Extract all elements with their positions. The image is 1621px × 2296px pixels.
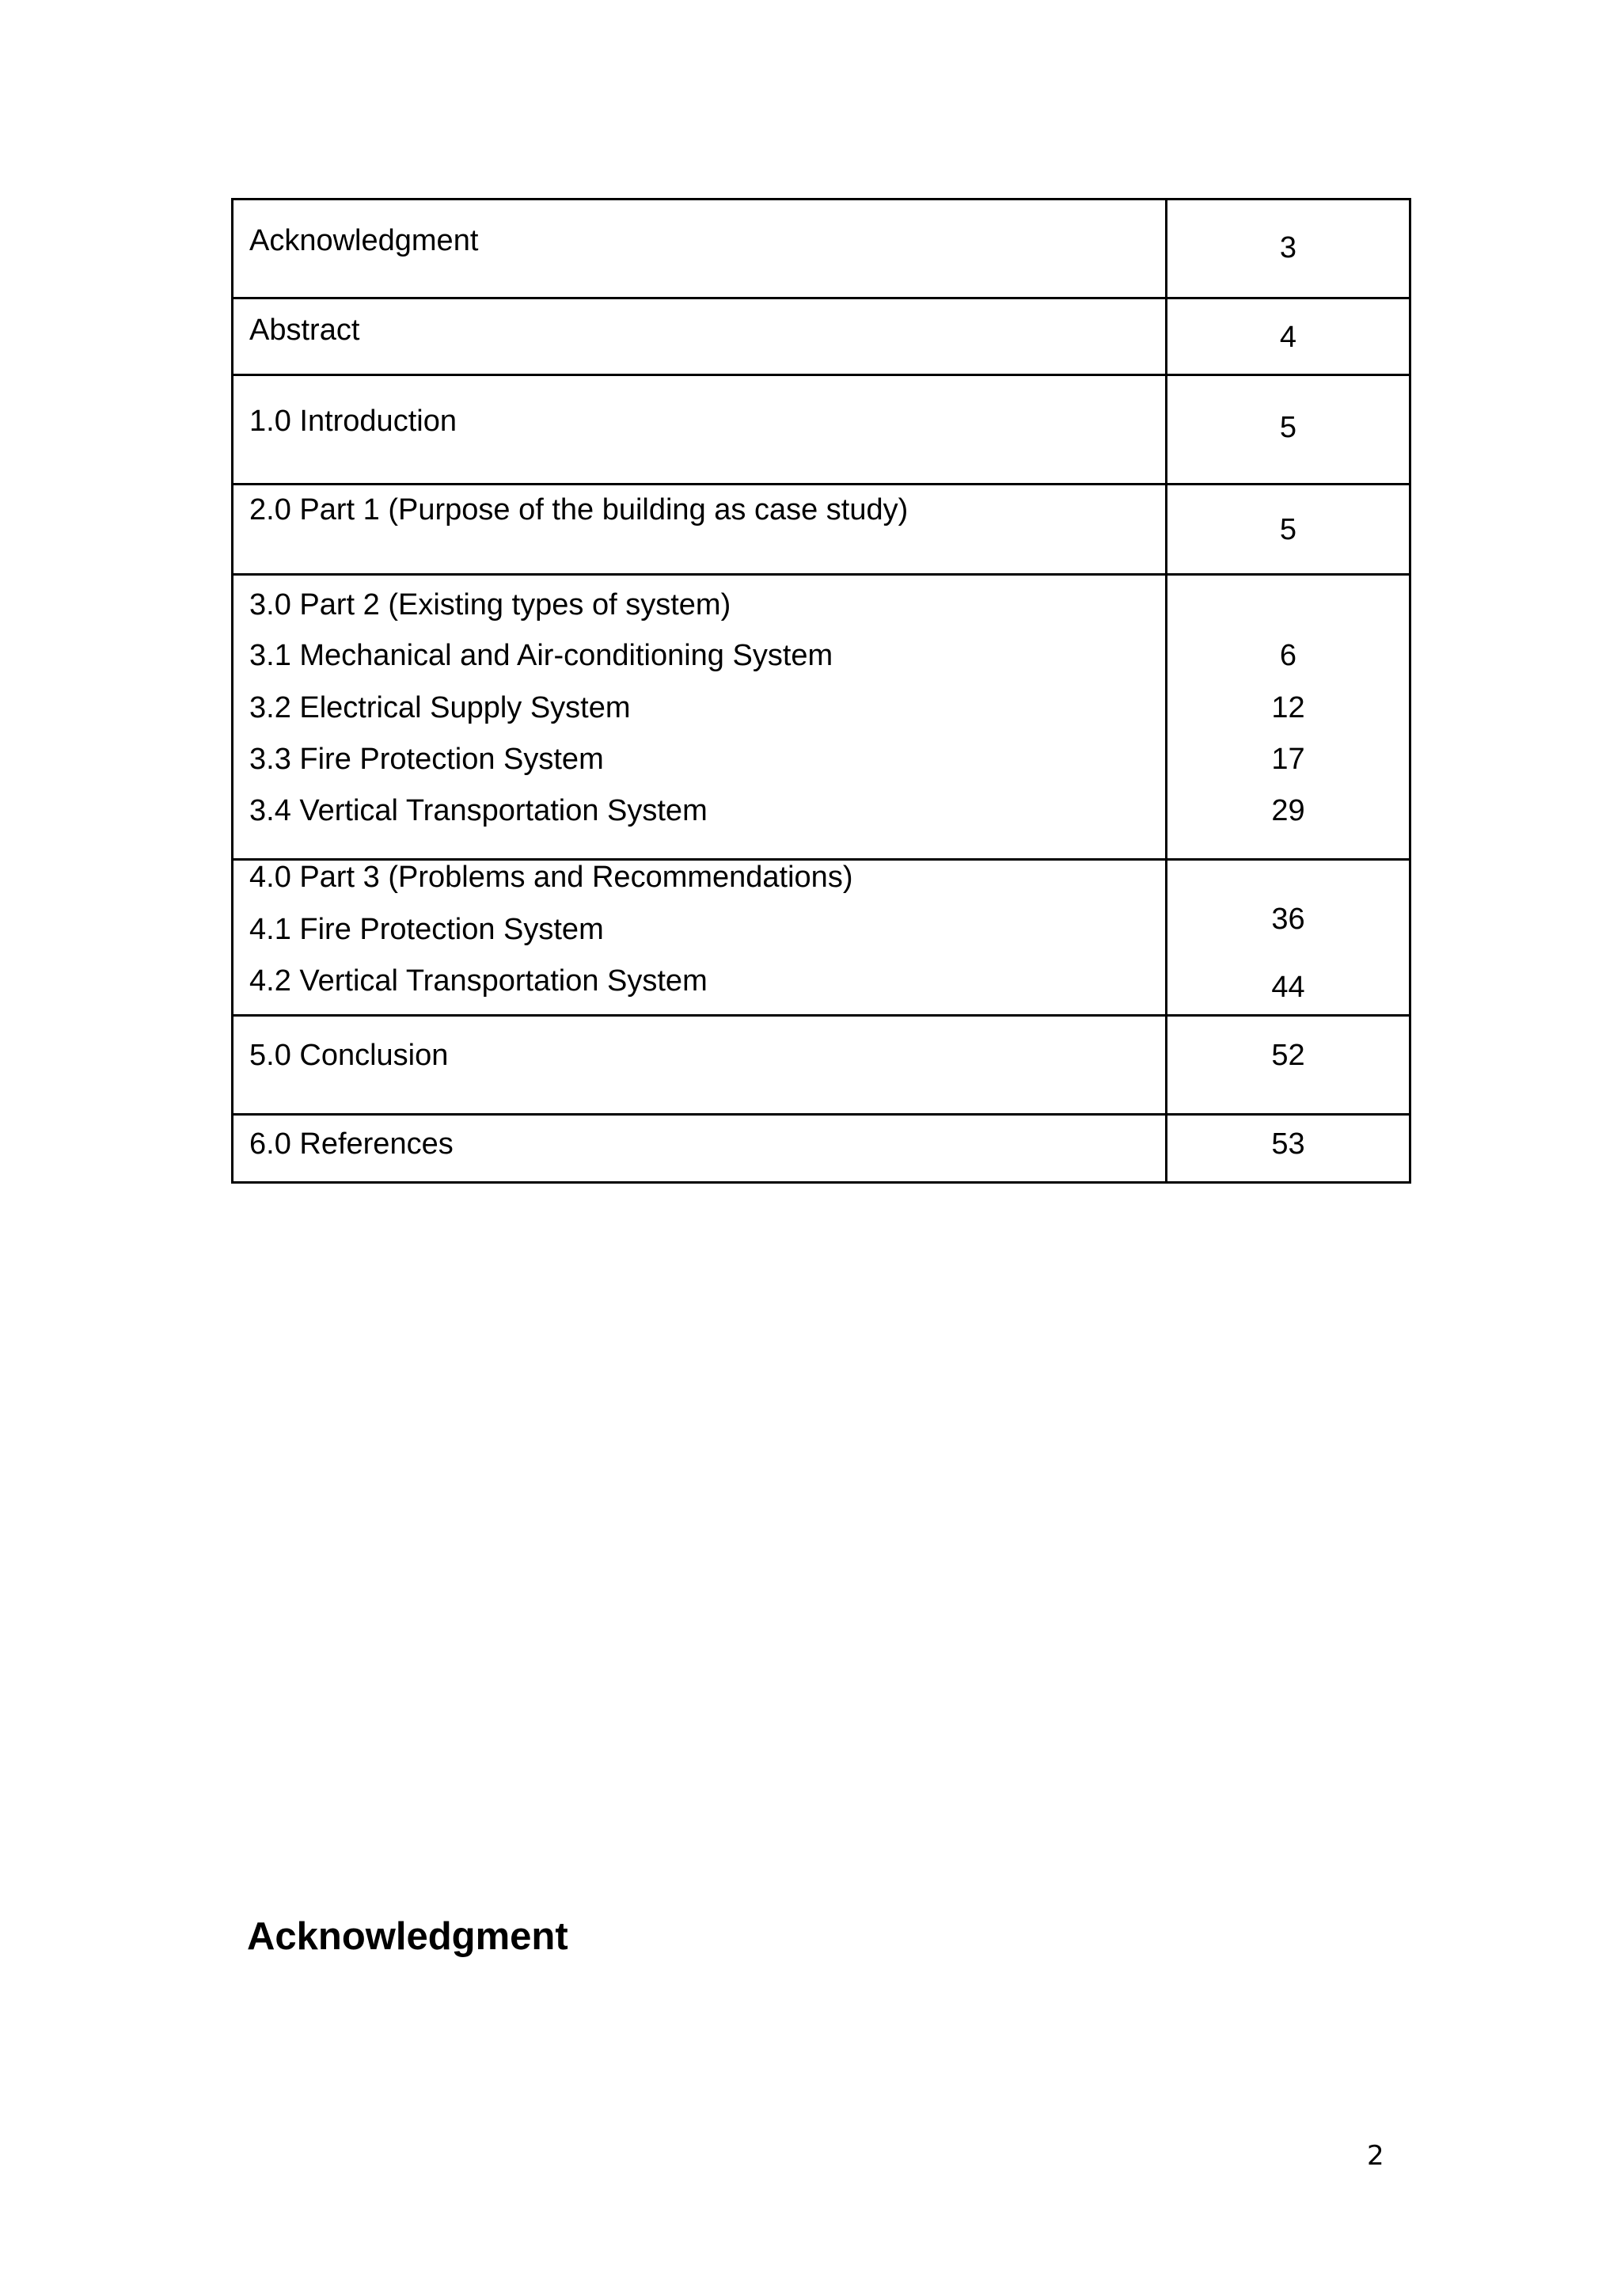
- toc-entry-title: 4.0 Part 3 (Problems and Recommendations): [249, 861, 853, 894]
- toc-entry-title: 3.0 Part 2 (Existing types of system): [249, 588, 731, 622]
- toc-entry-title: 6.0 References: [249, 1127, 454, 1161]
- toc-page-number: 29: [1271, 794, 1305, 827]
- toc-page-cell: [1167, 298, 1410, 375]
- toc-entry-title: 4.1 Fire Protection System: [249, 913, 604, 946]
- toc-title-cell: [233, 575, 1167, 860]
- toc-page-cell: [1167, 200, 1410, 298]
- toc-title-cell: [233, 1016, 1167, 1115]
- toc-entry-title: 3.2 Electrical Supply System: [249, 691, 631, 724]
- toc-title-cell: [233, 485, 1167, 575]
- toc-title-cell: [233, 200, 1167, 298]
- toc-entry-title: 5.0 Conclusion: [249, 1039, 449, 1072]
- toc-entry-title: 2.0 Part 1 (Purpose of the building as case study): [249, 493, 909, 526]
- toc-page-cell: [1167, 575, 1410, 860]
- toc-page-cell: [1167, 1016, 1410, 1115]
- toc-page-cell: [1167, 375, 1410, 485]
- toc-page-number: 52: [1271, 1039, 1305, 1072]
- toc-row: [233, 575, 1410, 860]
- toc-entry-title: Abstract: [249, 314, 360, 347]
- toc-page-number: 53: [1271, 1127, 1305, 1161]
- toc-entry-title: 3.4 Vertical Transportation System: [249, 794, 708, 827]
- toc-page-cell: [1167, 860, 1410, 1016]
- toc-page-number: 5: [1279, 513, 1297, 546]
- page-number: 2: [1367, 2140, 1384, 2172]
- toc-page-cell: [1167, 1115, 1410, 1183]
- toc-row: [233, 1016, 1410, 1115]
- toc-row: [233, 860, 1410, 1016]
- toc-page-number: 17: [1271, 743, 1305, 776]
- toc-title-cell: [233, 1115, 1167, 1183]
- toc-row: [233, 298, 1410, 375]
- toc-entry-title: 3.1 Mechanical and Air-conditioning System: [249, 639, 833, 672]
- toc-page-number: 36: [1271, 903, 1305, 936]
- toc-entry-title: 3.3 Fire Protection System: [249, 743, 604, 776]
- toc-row: [233, 485, 1410, 575]
- toc-page-number: 5: [1279, 411, 1297, 444]
- toc-page-number: 3: [1279, 231, 1297, 264]
- toc-page-number: 44: [1271, 971, 1305, 1004]
- toc-page-number: 6: [1279, 639, 1297, 672]
- toc-entry-title: 4.2 Vertical Transportation System: [249, 964, 708, 998]
- toc-row: [233, 375, 1410, 485]
- toc-title-cell: [233, 860, 1167, 1016]
- toc-page-number: 12: [1271, 691, 1305, 724]
- toc-entry-title: 1.0 Introduction: [249, 405, 457, 438]
- toc-page-cell: [1167, 485, 1410, 575]
- toc-title-cell: [233, 375, 1167, 485]
- toc-entry-title: Acknowledgment: [249, 224, 479, 257]
- section-heading-acknowledgment: Acknowledgment: [247, 1915, 568, 1958]
- table-of-contents: [231, 198, 1411, 1184]
- toc-title-cell: [233, 298, 1167, 375]
- toc-row: [233, 1115, 1410, 1183]
- toc-page-number: 4: [1279, 321, 1297, 354]
- toc-row: [233, 200, 1410, 298]
